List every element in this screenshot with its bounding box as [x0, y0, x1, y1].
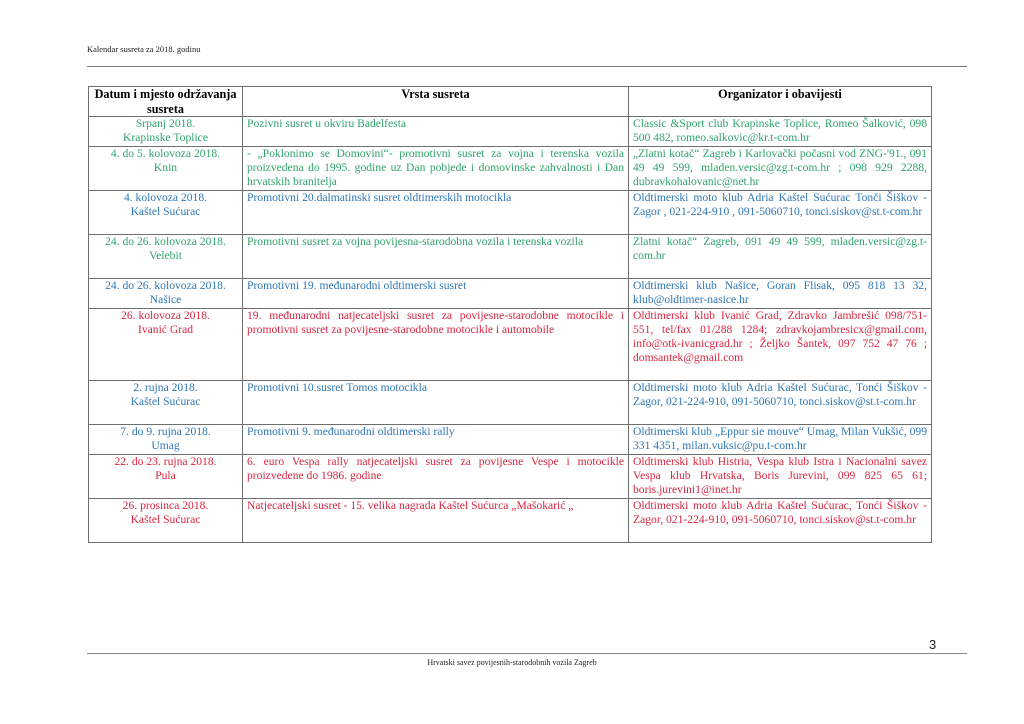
table-row — [89, 191, 932, 235]
event-type-cell: Promotivni 9. međunarodni oldtimerski rally — [243, 425, 629, 455]
header-title: Kalendar susreta za 2018. godinu — [87, 44, 201, 54]
event-date: 24. do 26. kolovoza 2018. — [105, 235, 226, 248]
event-date: 7. do 9. rujna 2018. — [120, 425, 211, 438]
page-number: 3 — [929, 637, 937, 652]
organizer-cell: Oldtimerski klub Ivanić Grad, Zdravko Jambrešić 098/751-551, tel/fax 01/288 1284; zdravkojambresicx@gmail.com, info@otk-ivanicgrad.hr ; Željko Šantek, 097 752 47 76 ; domsantek@gmail.com — [629, 309, 932, 381]
event-place: Knin — [153, 161, 178, 174]
column-header-date-place: Datum i mjesto održavanja susreta — [89, 87, 243, 117]
event-date: 22. do 23. rujna 2018. — [114, 455, 217, 468]
event-place: Krapinske Toplice — [123, 131, 208, 144]
organizer-cell: Oldtimerski klub Našice, Goran Flisak, 095 818 13 32, klub@oldtimer-nasice.hr — [629, 279, 932, 309]
table-row — [89, 499, 932, 543]
column-header-organizer: Organizator i obavijesti — [629, 87, 932, 117]
organizer-cell: Oldtimerski moto klub Adria Kaštel Sućurac Tonči Šiškov - Zagor , 021-224-910 , 091-5060710, tonci.siskov@st.t-com.hr — [629, 191, 932, 235]
event-place: Ivanić Grad — [137, 323, 194, 336]
event-type-cell: Promotivni susret za vojna povijesna-starodobna vozila i terenska vozila — [243, 235, 629, 279]
event-type-cell: Promotivni 20.dalmatinski susret oldtimerskih motocikla — [243, 191, 629, 235]
footer-text: Hrvatski savez povijesnih-starodobnih vozila Zagreb — [427, 658, 597, 667]
event-date: 26. prosinca 2018. — [122, 499, 209, 512]
event-place: Kaštel Sućurac — [130, 395, 201, 408]
event-date: 4. do 5. kolovoza 2018. — [110, 147, 221, 160]
date-place-cell — [89, 191, 243, 235]
table-row — [89, 235, 932, 279]
event-date: 4. kolovoza 2018. — [123, 191, 208, 204]
organizer-cell: Classic &Sport club Krapinske Toplice, Romeo Šalković, 098 500 482, romeo.salkovic@kr.t-com.hr — [629, 117, 932, 147]
event-type-cell: Promotivni 19. međunarodni oldtimerski susret — [243, 279, 629, 309]
table-row — [89, 279, 932, 309]
organizer-cell: Oldtimerski moto klub Adria Kaštel Sućurac, Tonći Šiškov - Zagor, 021-224-910, 091-5060710, tonci.siskov@st.t-com.hr — [629, 499, 932, 543]
event-place: Pula — [155, 469, 176, 482]
event-place: Kaštel Sućurac — [130, 513, 201, 526]
table-row — [89, 147, 932, 191]
footer-divider — [87, 653, 967, 654]
date-place-cell — [89, 381, 243, 425]
date-place-cell — [89, 147, 243, 191]
date-place-cell — [89, 499, 243, 543]
event-place: Kaštel Sućurac — [130, 205, 201, 218]
table-row — [89, 117, 932, 147]
event-type-cell: Natjecateljski susret - 15. velika nagrada Kaštel Sućurca „Mašokarić „ — [243, 499, 629, 543]
date-place-cell — [89, 117, 243, 147]
table-row — [89, 381, 932, 425]
events-calendar-table — [88, 86, 932, 543]
table-header-row — [89, 87, 932, 117]
table-row — [89, 425, 932, 455]
organizer-cell: Oldtimerski klub Histria, Vespa klub Istra i Nacionalni savez Vespa klub Hrvatska, Boris Jurevini, 099 825 65 61; boris.jurevini1@inet.hr — [629, 455, 932, 499]
organizer-cell: Oldtimerski moto klub Adria Kaštel Sućurac, Tonći Šiškov - Zagor, 021-224-910, 091-5060710, tonci.siskov@st.t-com.hr — [629, 381, 932, 425]
event-type-cell: Pozivni susret u okviru Badelfesta — [243, 117, 629, 147]
event-place: Našice — [149, 293, 182, 306]
event-date: Srpanj 2018. — [135, 117, 196, 130]
date-place-cell — [89, 425, 243, 455]
date-place-cell — [89, 279, 243, 309]
event-type-cell: 6. euro Vespa rally natjecateljski susret za povijesne Vespe i motocikle proizvedene do 1986. godine — [243, 455, 629, 499]
event-date: 2. rujna 2018. — [133, 381, 198, 394]
organizer-cell: „Zlatni kotač“ Zagreb i Karlovački počasni vod ZNG-'91., 091 49 49 599, mladen.versic@zg.t-com.hr ; 098 929 2288, dubravkohalovanic@net.hr — [629, 147, 932, 191]
table-row — [89, 309, 932, 381]
organizer-cell: Zlatni kotač“ Zagreb, 091 49 49 599, mladen.versic@zg.t-com.hr — [629, 235, 932, 279]
date-place-cell — [89, 235, 243, 279]
column-header-event-type: Vrsta susreta — [243, 87, 629, 117]
date-place-cell — [89, 309, 243, 381]
event-date: 24. do 26. kolovoza 2018. — [105, 279, 226, 292]
event-type-cell: - „Poklonimo se Domovini“- promotivni susret za vojna i terenska vozila proizvedena do 1995. godine uz Dan pobjede i domovinske zahvalnosti i Dan hrvatskih branitelja — [243, 147, 629, 191]
event-place: Umag — [151, 439, 180, 452]
event-place: Velebit — [149, 249, 182, 262]
event-date: 26. kolovoza 2018. — [121, 309, 210, 322]
organizer-cell: Oldtimerski klub „Eppur sie mouve“ Umag, Milan Vukšić, 099 331 4351, milan.vuksic@pu.t-com.hr — [629, 425, 932, 455]
header-divider — [87, 66, 967, 67]
table-row — [89, 455, 932, 499]
event-type-cell: Promotivni 10.susret Tomos motocikla — [243, 381, 629, 425]
event-type-cell: 19. međunarodni natjecateljski susret za povijesne-starodobne motocikle i promotivni susret za povijesne-starodobne motocikle i automobile — [243, 309, 629, 381]
date-place-cell — [89, 455, 243, 499]
